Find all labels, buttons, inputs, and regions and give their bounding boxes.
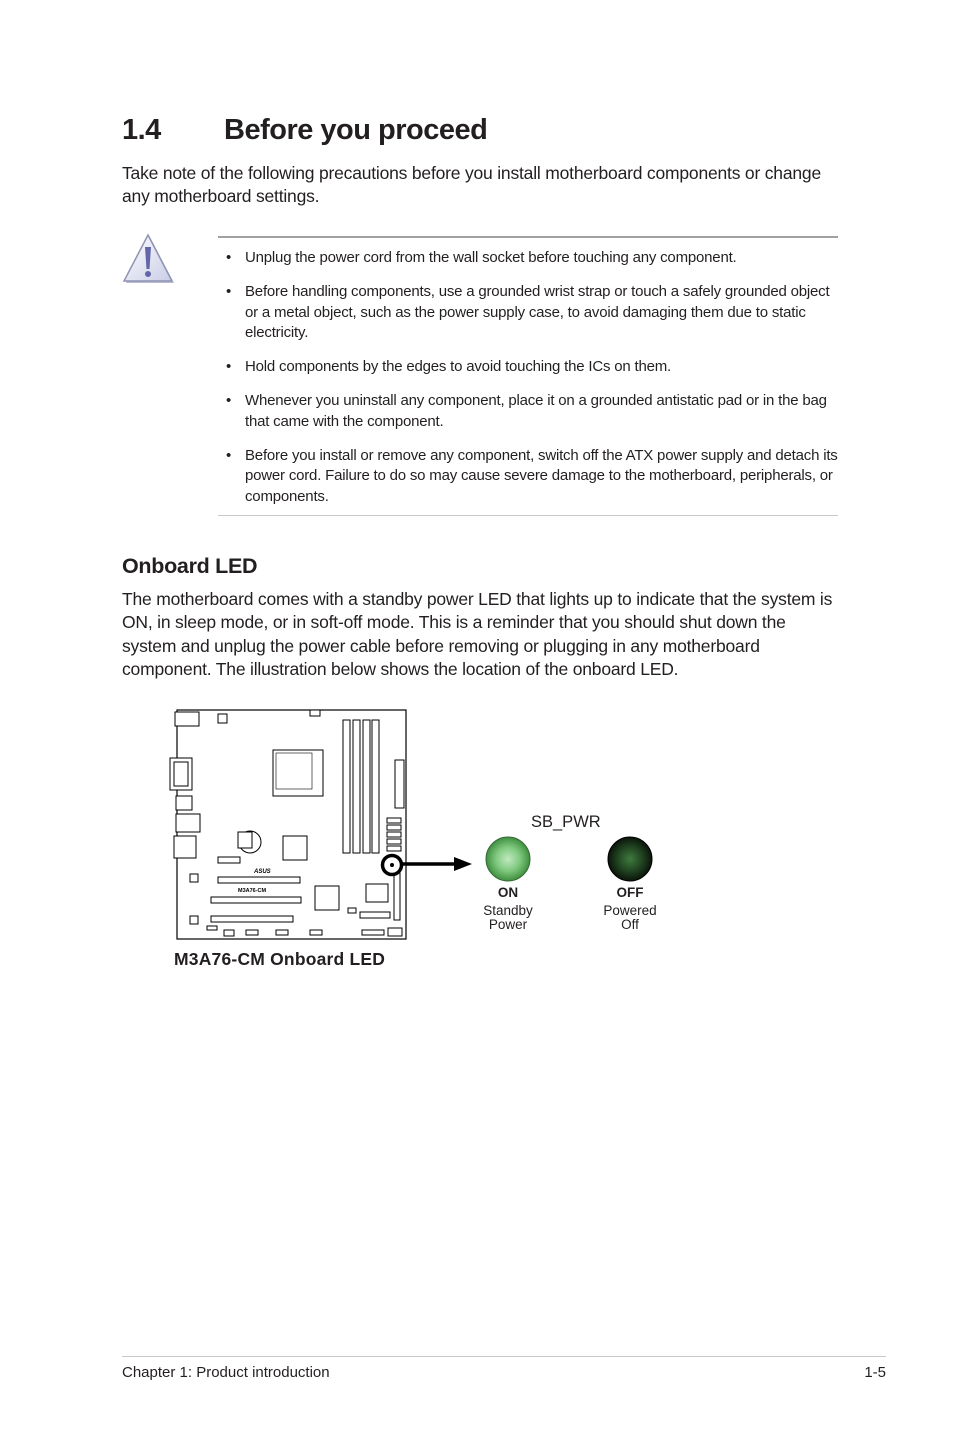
led-on-desc-line1: Standby xyxy=(483,903,533,918)
section-intro: Take note of the following precautions before you install motherboard components or change any motherboard settings. xyxy=(122,163,821,206)
led-off-desc-line1: Powered xyxy=(603,903,657,918)
board-brand-logo: ASUS xyxy=(254,869,271,875)
caution-item: • Before you install or remove any component, switch off the ATX power supply and detach its power cord. Failure to do so may cause severe damage to the motherboard, peripherals, or components. xyxy=(226,446,838,505)
footer-page-number: 1-5 xyxy=(864,1364,886,1381)
caution-item-text: Whenever you uninstall any component, place it on a grounded antistatic pad or in the bag that came with the component. xyxy=(245,392,827,430)
footer-divider xyxy=(122,1356,886,1357)
caution-box xyxy=(218,236,838,516)
led-label: SB_PWR xyxy=(531,813,601,831)
led-on-state: ON xyxy=(497,885,519,900)
led-on-desc-line2: Power xyxy=(488,917,528,932)
caution-item: • Whenever you uninstall any component, place it on a grounded antistatic pad or in the bag that came with the component. xyxy=(226,392,827,430)
motherboard-diagram xyxy=(150,700,690,980)
caution-item: • Before handling components, use a grounded wrist strap or touch a safely grounded object or a metal object, such as the power supply case, to avoid damaging them due to static electricity. xyxy=(226,283,830,341)
footer-chapter: Chapter 1: Product introduction xyxy=(122,1364,330,1381)
led-off-indicator xyxy=(608,837,652,881)
caution-item-text: Hold components by the edges to avoid touching the ICs on them. xyxy=(245,358,672,375)
led-on-indicator xyxy=(486,837,530,881)
caution-item-text: Unplug the power cord from the wall socket before touching any component. xyxy=(245,249,737,266)
figure-caption: M3A76-CM Onboard LED xyxy=(174,949,386,969)
subsection-body: The motherboard comes with a standby power LED that lights up to indicate that the system is ON, in sleep mode, or in soft-off mode. This is a reminder that you should shut down the system and unplug the power cable before removing or plugging in any motherboard component. The illustration below shows the location of the onboard LED. xyxy=(122,589,833,679)
warning-triangle-icon xyxy=(122,233,176,285)
caution-item: • Unplug the power cord from the wall socket before touching any component. xyxy=(226,249,737,266)
caution-list xyxy=(218,248,838,521)
section-number: 1.4 xyxy=(122,114,161,146)
caution-item-text: Before you install or remove any component, switch off the ATX power supply and detach its power cord. Failure to do so may cause severe damage to the motherboard, peripherals, or components. xyxy=(245,446,838,505)
board-model-label: M3A76-CM xyxy=(238,888,267,894)
caution-item-text: Before handling components, use a grounded wrist strap or touch a safely grounded object or a metal object, such as the power supply case, to avoid damaging them due to static electricity. xyxy=(245,283,830,341)
section-title: Before you proceed xyxy=(224,114,488,146)
caution-item: • Hold components by the edges to avoid touching the ICs on them. xyxy=(226,358,672,375)
subsection-title: Onboard LED xyxy=(122,554,258,578)
led-off-desc-line2: Off xyxy=(621,917,639,932)
led-off-state: OFF xyxy=(616,885,644,900)
